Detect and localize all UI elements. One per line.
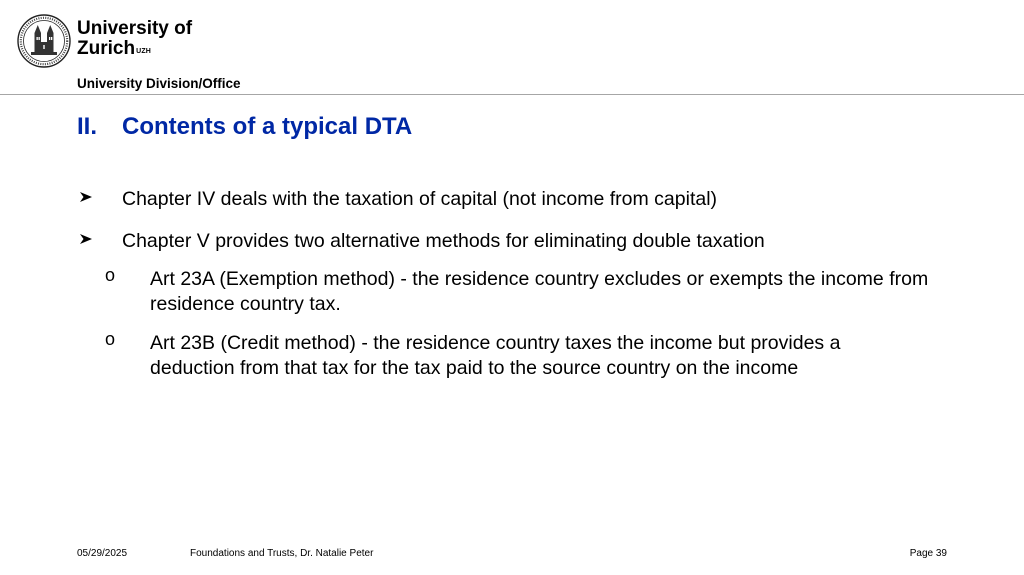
slide-title-number: II. [77, 113, 98, 140]
footer-page-number: Page 39 [909, 548, 947, 559]
header-divider [0, 94, 1024, 95]
university-logo-wordmark [77, 19, 192, 59]
circle-bullet-marker: o [105, 265, 116, 285]
sub-bullet-text: Art 23B (Credit method) - the residence country taxes the income but provides a deduction from that tax for the tax paid to the source country on the income [150, 332, 841, 379]
circle-bullet-marker: o [105, 329, 116, 349]
sub-bullet-text: Art 23A (Exemption method) - the residence country excludes or exempts the income from residence country tax. [150, 268, 929, 315]
logo-line-1: University of [77, 18, 193, 39]
slide-title-text: Contents of a typical DTA [122, 113, 413, 140]
division-label: University Division/Office [77, 76, 241, 91]
university-seal-icon [17, 14, 71, 68]
bullet-text: Chapter IV deals with the taxation of capital (not income from capital) [122, 188, 718, 210]
logo-superscript: UZH [136, 48, 152, 55]
footer-date: 05/29/2025 [77, 548, 128, 559]
footer-course: Foundations and Trusts, Dr. Natalie Peter [190, 548, 374, 559]
arrowhead-bullet-icon [77, 184, 97, 209]
bullet-text: Chapter V provides two alternative methods for eliminating double taxation [122, 230, 765, 252]
arrowhead-bullet-icon [77, 226, 97, 251]
logo-line-2: Zurich [77, 38, 136, 59]
